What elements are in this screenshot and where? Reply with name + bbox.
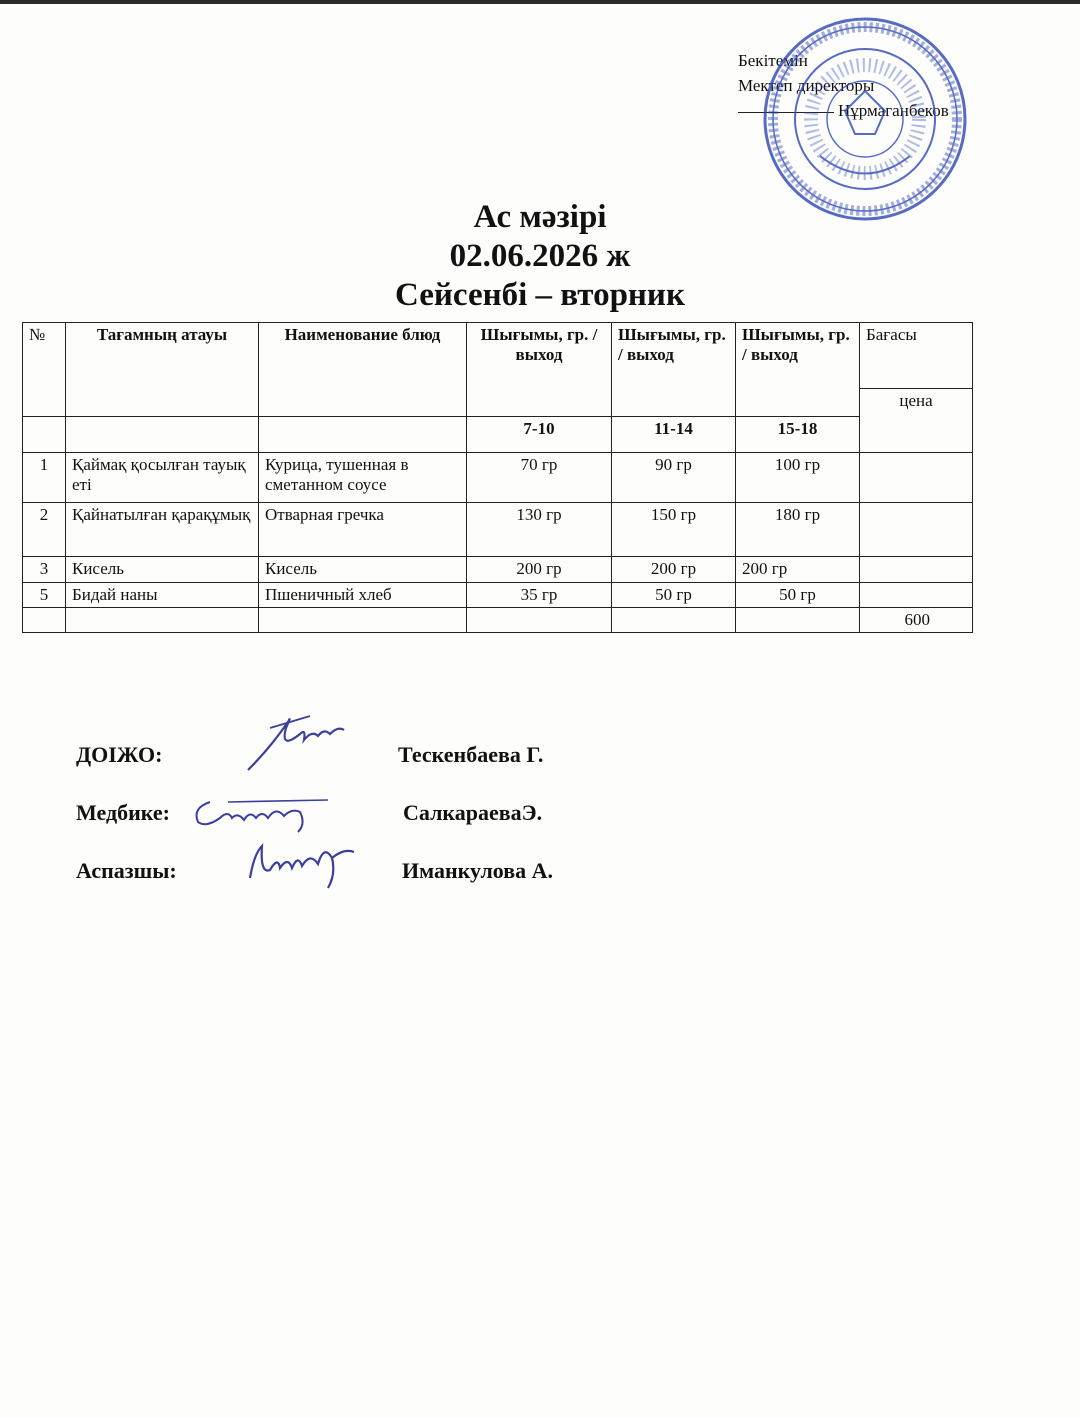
approval-line-1: Бекітемін xyxy=(738,51,808,70)
row-name-ru: Кисель xyxy=(259,557,467,583)
title-line-1: Ас мәзірі xyxy=(473,199,607,235)
total-blank-2 xyxy=(66,608,259,633)
signature-name: СалкараеваЭ. xyxy=(403,800,543,825)
row-name-kz: Кисель xyxy=(66,557,259,583)
row-price xyxy=(860,583,973,608)
table-row xyxy=(23,503,973,557)
row-output-3: 100 гр xyxy=(736,453,860,503)
header-name-ru: Наименование блюд xyxy=(259,323,467,417)
handwritten-signature xyxy=(188,788,338,838)
header-output-1: Шығымы, гр. / выход xyxy=(467,323,612,417)
header-price-kz: Бағасы xyxy=(860,323,973,389)
header-num: № xyxy=(23,323,66,417)
menu-table xyxy=(22,322,973,633)
signature-role: Медбике: xyxy=(76,800,170,825)
age-blank-3 xyxy=(259,417,467,453)
row-name-kz: Қайнатылған қарақұмық xyxy=(66,503,259,557)
row-num: 1 xyxy=(23,453,66,503)
handwritten-signature xyxy=(240,708,350,778)
total-row xyxy=(23,608,973,633)
title-day: Сейсенбі – вторник xyxy=(395,277,685,313)
row-num: 2 xyxy=(23,503,66,557)
header-output-3: Шығымы, гр. / выход xyxy=(736,323,860,417)
header-name-kz: Тағамның атауы xyxy=(66,323,259,417)
total-blank-4 xyxy=(467,608,612,633)
row-name-kz: Бидай наны xyxy=(66,583,259,608)
row-name-ru: Отварная гречка xyxy=(259,503,467,557)
row-output-3: 180 гр xyxy=(736,503,860,557)
total-blank-5 xyxy=(612,608,736,633)
row-output-3: 200 гр xyxy=(736,557,860,583)
row-name-ru: Пшеничный хлеб xyxy=(259,583,467,608)
age-group-3: 15-18 xyxy=(736,417,860,453)
table-row xyxy=(23,453,973,503)
table-row xyxy=(23,557,973,583)
total-price: 600 xyxy=(860,608,973,633)
school-seal-stamp xyxy=(740,16,990,226)
row-output-3: 50 гр xyxy=(736,583,860,608)
age-group-1: 7-10 xyxy=(467,417,612,453)
row-price xyxy=(860,557,973,583)
handwritten-signature xyxy=(240,834,360,894)
approval-line-2: Мектеп директоры xyxy=(738,76,875,95)
header-row xyxy=(23,323,973,389)
row-name-ru: Курица, тушенная в сметанном соусе xyxy=(259,453,467,503)
header-output-2: Шығымы, гр. / выход xyxy=(612,323,736,417)
row-output-2: 90 гр xyxy=(612,453,736,503)
signature-role: Аспазшы: xyxy=(76,858,177,883)
total-blank-1 xyxy=(23,608,66,633)
total-blank-3 xyxy=(259,608,467,633)
scan-top-edge xyxy=(0,0,1080,4)
menu-title xyxy=(0,198,1080,315)
row-output-1: 70 гр xyxy=(467,453,612,503)
approval-line-3: Нұрмаганбеков xyxy=(838,101,949,120)
table-row xyxy=(23,583,973,608)
signature-row-1 xyxy=(76,742,544,768)
age-group-2: 11-14 xyxy=(612,417,736,453)
total-blank-6 xyxy=(736,608,860,633)
row-output-1: 130 гр xyxy=(467,503,612,557)
signature-name: Тескенбаева Г. xyxy=(398,742,544,767)
row-price xyxy=(860,453,973,503)
age-blank-2 xyxy=(66,417,259,453)
row-output-1: 200 гр xyxy=(467,557,612,583)
signature-row-3 xyxy=(76,858,554,884)
signature-role: ДОІЖО: xyxy=(76,742,163,767)
row-num: 5 xyxy=(23,583,66,608)
title-date: 02.06.2026 ж xyxy=(449,238,631,274)
signature-name: Иманкулова А. xyxy=(402,858,554,883)
row-name-kz: Қаймақ қосылған тауық еті xyxy=(66,453,259,503)
row-output-2: 200 гр xyxy=(612,557,736,583)
header-price-ru: цена xyxy=(860,389,973,453)
row-num: 3 xyxy=(23,557,66,583)
row-output-1: 35 гр xyxy=(467,583,612,608)
row-price xyxy=(860,503,973,557)
row-output-2: 150 гр xyxy=(612,503,736,557)
age-row xyxy=(23,417,973,453)
age-blank-1 xyxy=(23,417,66,453)
signature-row-2 xyxy=(76,800,543,826)
row-output-2: 50 гр xyxy=(612,583,736,608)
